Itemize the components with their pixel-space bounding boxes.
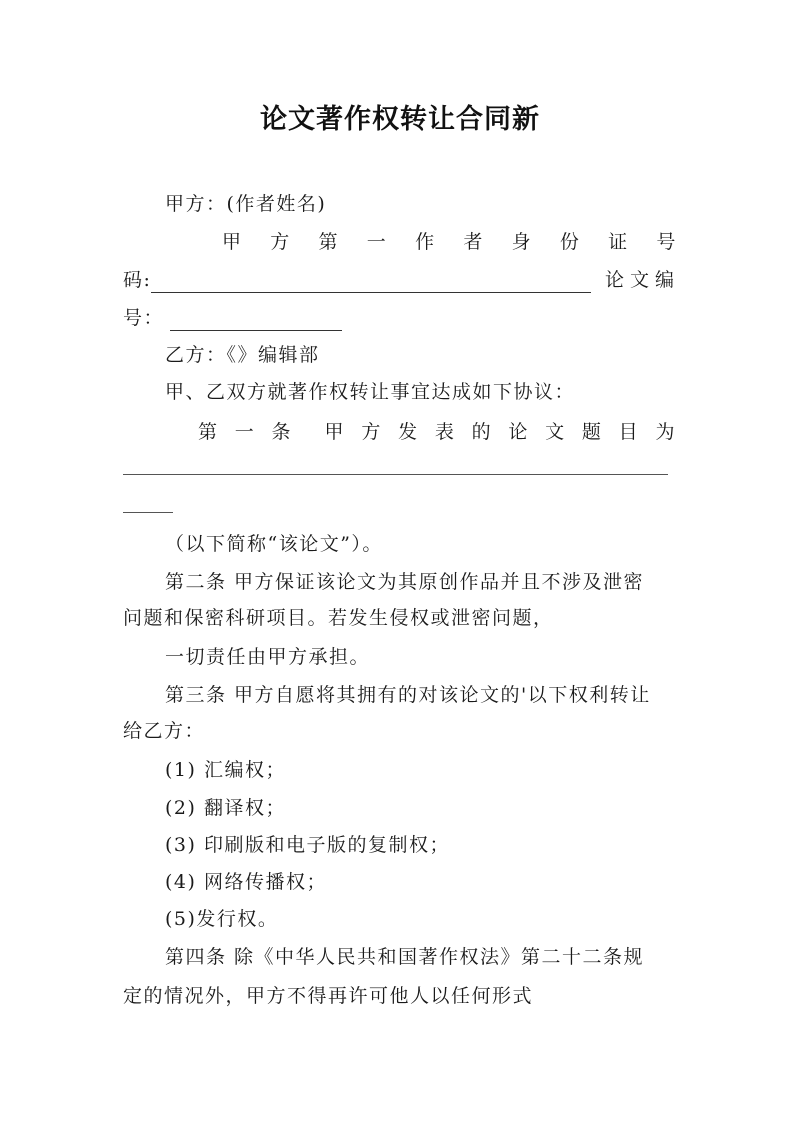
article-1-heading-char: 第 [198,421,219,443]
article-1-tail: （以下简称“该论文”）。 [165,533,383,555]
article-1-heading-char: 为 [655,421,676,443]
right-item: (5)发行权。 [165,908,279,930]
article-1-heading-char: 表 [434,421,456,443]
id-number-label-char: 方 [270,231,291,253]
article-1-heading-char: 题 [581,421,603,443]
id-number-label-char: 证 [608,231,629,253]
article-1-heading-char: 一 [234,421,256,443]
article-2-line-3: 一切责任由甲方承担。 [165,646,371,668]
right-item: (2) 翻译权； [165,797,286,819]
id-number-label-tail: 码: [123,269,152,291]
party-a-line: 甲方：(作者姓名) [165,193,327,215]
article-2-line-1: 第二条 甲方保证该论文为其原创作品并且不涉及泄密 [165,571,645,593]
article-1-heading-char: 目 [618,421,640,443]
document-title: 论文著作权转让合同新 [260,104,540,135]
right-item: (3) 印刷版和电子版的复制权； [165,834,450,856]
id-number-blank [151,272,591,293]
id-number-label-char: 号 [656,231,677,253]
paper-number-line [123,305,342,331]
id-number-label-char: 第 [318,231,340,253]
id-number-label-char: 身 [511,231,533,253]
id-number-label-char: 作 [415,231,436,253]
title-blank-line-2 [123,512,173,513]
article-1-heading-char: 文 [545,421,566,443]
title-blank-line-1 [123,474,668,475]
party-b-line: 乙方：《》编辑部 [165,344,320,366]
article-3-line-1: 第三条 甲方自愿将其拥有的对该论文的'以下权利转让 [165,684,651,706]
id-number-label-char: 一 [366,231,388,253]
article-1-heading-char: 的 [471,421,493,443]
id-number-label-char: 份 [559,231,581,253]
paper-number-blank [170,310,342,331]
article-2-line-2: 问题和保密科研项目。若发生侵权或泄密问题， [123,607,554,629]
article-3-line-2: 给乙方： [123,720,206,742]
id-number-label-char: 者 [463,231,484,253]
article-1-heading-char: 发 [398,421,419,443]
article-1-heading [198,419,676,445]
paper-number-label-tail: 号： [123,307,165,329]
id-number-label-char: 甲 [222,231,243,253]
article-1-heading-char: 论 [508,421,529,443]
id-number-line [123,267,680,293]
article-1-heading-char: 甲 [324,421,346,443]
id-number-label [222,229,677,255]
right-item: (1) 汇编权； [165,759,286,781]
intro-paragraph: 甲、乙双方就著作权转让事宜达成如下协议： [165,381,576,403]
article-1-heading-char: 方 [361,421,382,443]
paper-number-label: 论文编 [604,269,680,291]
article-1-heading-char: 条 [271,421,293,443]
right-item: (4) 网络传播权； [165,871,327,893]
article-4-line-2: 定的情况外，甲方不得再许可他人以任何形式 [123,985,534,1007]
article-4-line-1: 第四条 除《中华人民共和国著作权法》第二十二条规 [165,946,645,968]
